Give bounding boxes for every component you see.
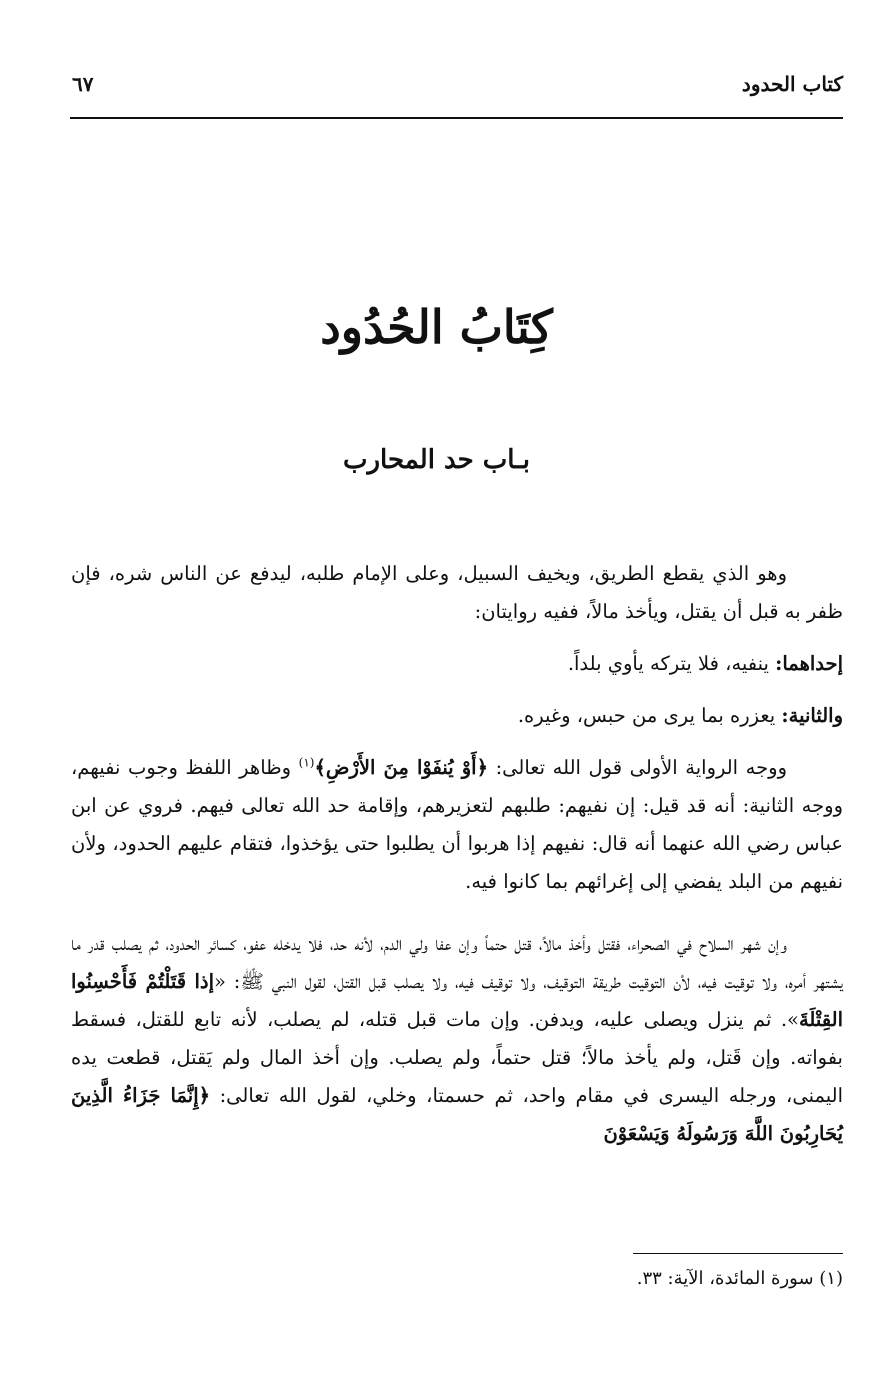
paragraph-first-narration <box>71 645 843 683</box>
second-narration-text: يعزره بما يرى من حبس، وغيره. <box>517 704 782 727</box>
header-divider <box>70 117 843 119</box>
evidence-intro: ووجه الرواية الأولى قول الله تعالى: <box>488 756 787 779</box>
chapter-title: بـاب حد المحارب <box>343 445 530 475</box>
armed-robbery-text: وإن شهر السلاح في الصحراء، فقتل وأخذ مالاً، قتل حتماً وإن عفا ولي الدم، لأنه حد، فلا يدخله عفو، كسائر الحدود، ثم يصلب قدر ما يشتهر أمره، ولا توقيت فيه، لأن التوقيت طريقة التوقيف، ولا توقيف فيه، ولا يصلب قبل القتل، لقول النبي ﷺ: « <box>71 932 843 993</box>
evidence-body: وظاهر اللفظ وجوب نفيهم، ووجه الثانية: أنه قد قيل: إن نفيهم: طلبهم لتعزيرهم، وإقامة حد الله تعالى فيهم. فروي عن ابن عباس رضي الله عنهما أنه قال: نفيهم إذا هربوا أن يطلبوا حتى يؤخذوا، فتقام عليهم الحدود، ولأن نفيهم من البلد يفضي إلى إغرائهم بما كانوا فيه. <box>71 756 843 893</box>
first-narration-text: ينفيه، فلا يتركه يأوي بلداً. <box>567 652 776 675</box>
paragraph-armed-robbery <box>71 925 843 1153</box>
footnote-reference: (١) <box>298 755 315 770</box>
body-text <box>71 555 843 1153</box>
armed-robbery-rulings: ». ثم ينزل ويصلى عليه، ويدفن. وإن مات قبل قتله، لم يصلب، لأنه تابع للقتل، فسقط بفواته. وإن قَتل، ولم يأخذ مالاً؛ قتل حتماً، ولم يصلب. وإن أخذ المال ولم يَقتل، قطعت يده اليمنى، ورجله اليسرى في مقام واحد، ثم حسمتا، وخلي، لقول الله تعالى: <box>71 1008 843 1107</box>
footnote: (١) سورة المائدة، الآية: ٣٣. <box>636 1268 843 1289</box>
first-narration-label: إحداهما: <box>775 652 843 675</box>
hadith-quote: إذا قَتَلْتُمْ فَأَحْسِنُوا القِتْلَةَ <box>71 970 843 1031</box>
book-title: كِتَابُ الحُدُود <box>320 300 553 354</box>
paragraph-evidence <box>71 749 843 901</box>
quran-verse-hirabah: ﴿إِنَّمَا جَزَاءُ الَّذِينَ يُحَارِبُونَ اللَّهَ وَرَسُولَهُ وَيَسْعَوْنَ <box>71 1084 843 1145</box>
page-number: ٦٧ <box>72 72 94 96</box>
footnote-divider <box>633 1253 843 1254</box>
running-header <box>72 72 843 108</box>
second-narration-label: والثانية: <box>781 704 843 727</box>
quran-verse-exile: ﴿أَوْ يُنفَوْا مِنَ الأَرْضِ﴾ <box>314 756 489 779</box>
paragraph-definition: وهو الذي يقطع الطريق، ويخيف السبيل، وعلى الإمام طلبه، ليدفع عن الناس شره، فإن ظفر به قبل أن يقتل، ويأخذ مالاً، ففيه روايتان: <box>71 562 843 623</box>
paragraph-second-narration <box>71 697 843 735</box>
running-title: كتاب الحدود <box>741 72 843 96</box>
